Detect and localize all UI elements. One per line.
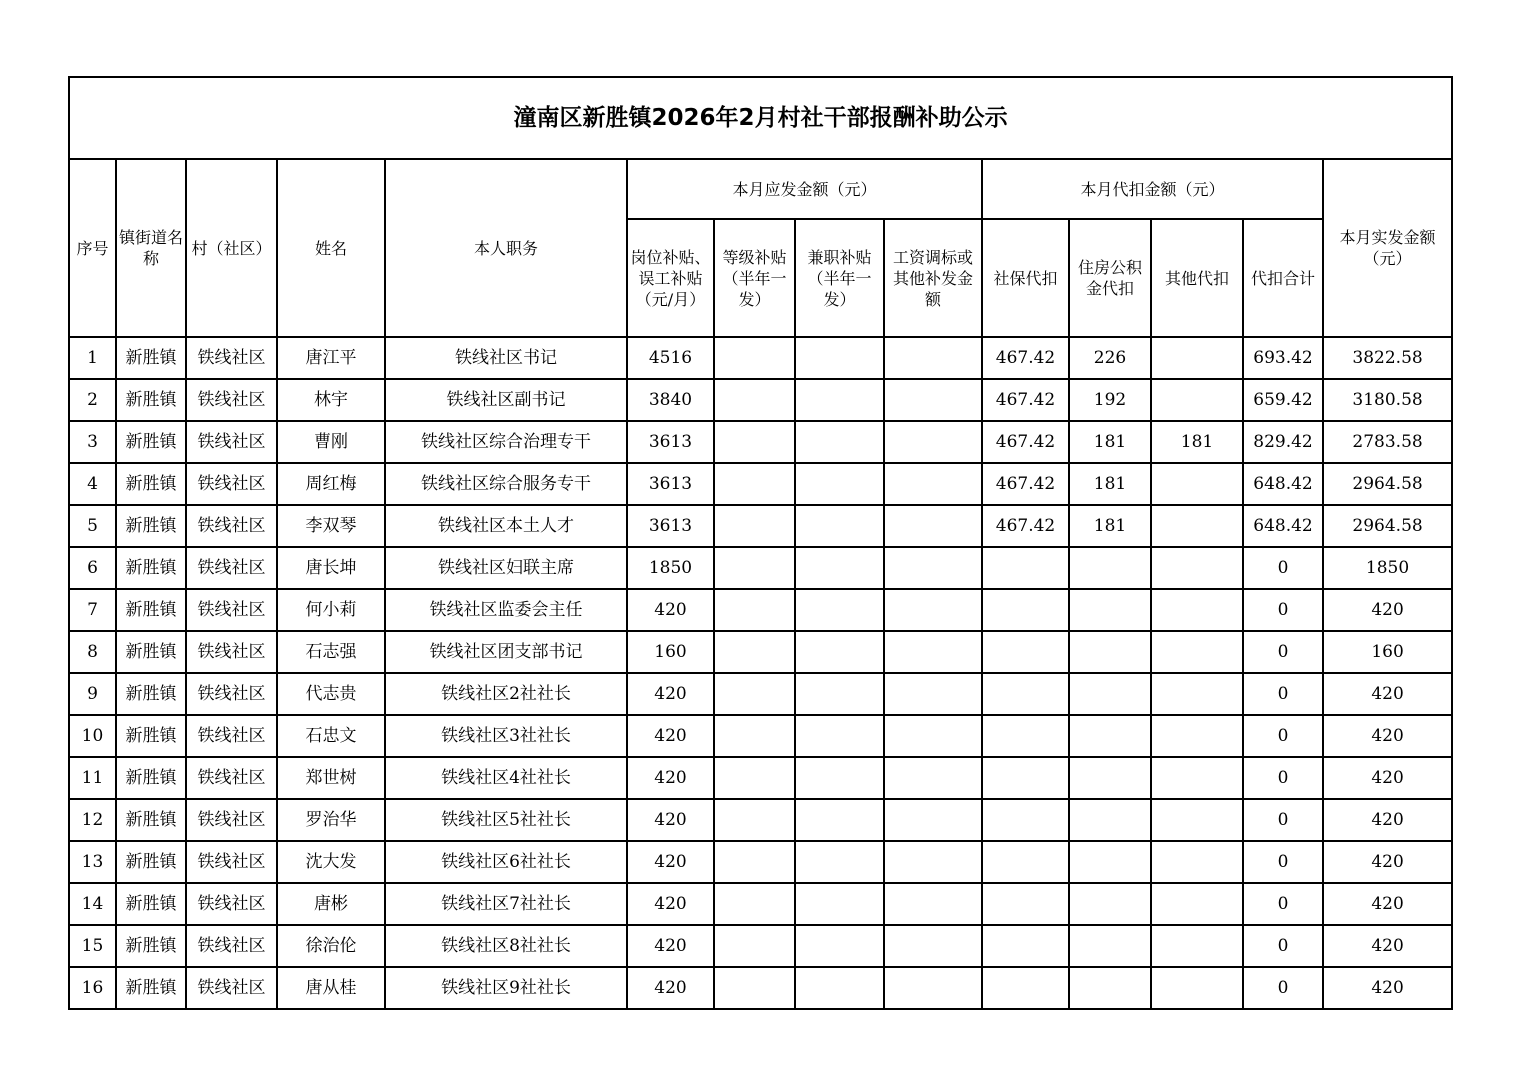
- cell-post-allowance: 420: [627, 799, 714, 841]
- header-post-allowance: 岗位补贴、误工补贴（元/月）: [627, 219, 714, 337]
- cell-other-deduct: [1151, 883, 1243, 925]
- header-village: 村（社区）: [186, 159, 277, 337]
- cell-parttime-allowance: [795, 883, 884, 925]
- cell-post-allowance: 420: [627, 925, 714, 967]
- cell-net: 420: [1323, 925, 1452, 967]
- cell-social-insurance: [982, 589, 1069, 631]
- table-row: [69, 589, 1452, 631]
- cell-parttime-allowance: [795, 631, 884, 673]
- cell-deduct-total: 0: [1243, 757, 1323, 799]
- cell-seq: 9: [69, 673, 116, 715]
- cell-parttime-allowance: [795, 337, 884, 379]
- cell-post-allowance: 420: [627, 715, 714, 757]
- cell-social-insurance: [982, 841, 1069, 883]
- cell-social-insurance: 467.42: [982, 421, 1069, 463]
- cell-social-insurance: [982, 799, 1069, 841]
- cell-seq: 7: [69, 589, 116, 631]
- cell-town: 新胜镇: [116, 799, 186, 841]
- cell-village: 铁线社区: [186, 547, 277, 589]
- cell-net: 420: [1323, 673, 1452, 715]
- header-deduct-group: 本月代扣金额（元）: [982, 159, 1323, 219]
- cell-grade-allowance: [714, 841, 795, 883]
- cell-housing-fund: [1069, 673, 1151, 715]
- cell-seq: 3: [69, 421, 116, 463]
- cell-deduct-total: 0: [1243, 967, 1323, 1009]
- cell-deduct-total: 648.42: [1243, 463, 1323, 505]
- cell-other-deduct: [1151, 463, 1243, 505]
- cell-grade-allowance: [714, 925, 795, 967]
- cell-village: 铁线社区: [186, 925, 277, 967]
- cell-post-allowance: 3613: [627, 463, 714, 505]
- cell-position: 铁线社区6社社长: [385, 841, 627, 883]
- cell-net: 420: [1323, 715, 1452, 757]
- cell-name: 石忠文: [277, 715, 385, 757]
- cell-name: 唐彬: [277, 883, 385, 925]
- cell-name: 唐从桂: [277, 967, 385, 1009]
- cell-other-deduct: [1151, 757, 1243, 799]
- cell-name: 何小莉: [277, 589, 385, 631]
- cell-deduct-total: 0: [1243, 883, 1323, 925]
- cell-parttime-allowance: [795, 505, 884, 547]
- cell-parttime-allowance: [795, 715, 884, 757]
- cell-position: 铁线社区3社社长: [385, 715, 627, 757]
- cell-deduct-total: 693.42: [1243, 337, 1323, 379]
- cell-name: 曹刚: [277, 421, 385, 463]
- table-row: [69, 337, 1452, 379]
- cell-grade-allowance: [714, 379, 795, 421]
- cell-housing-fund: 181: [1069, 421, 1151, 463]
- header-housing-fund: 住房公积金代扣: [1069, 219, 1151, 337]
- cell-grade-allowance: [714, 421, 795, 463]
- table-row: [69, 967, 1452, 1009]
- cell-deduct-total: 0: [1243, 631, 1323, 673]
- cell-post-allowance: 3613: [627, 421, 714, 463]
- cell-position: 铁线社区8社社长: [385, 925, 627, 967]
- cell-town: 新胜镇: [116, 337, 186, 379]
- cell-village: 铁线社区: [186, 463, 277, 505]
- cell-other-deduct: [1151, 799, 1243, 841]
- cell-post-allowance: 160: [627, 631, 714, 673]
- cell-deduct-total: 0: [1243, 841, 1323, 883]
- header-net: 本月实发金额（元）: [1323, 159, 1452, 337]
- cell-position: 铁线社区9社社长: [385, 967, 627, 1009]
- cell-other-deduct: [1151, 379, 1243, 421]
- cell-social-insurance: [982, 673, 1069, 715]
- cell-housing-fund: [1069, 757, 1151, 799]
- cell-position: 铁线社区妇联主席: [385, 547, 627, 589]
- cell-post-allowance: 420: [627, 967, 714, 1009]
- cell-wage-adjust: [884, 379, 982, 421]
- cell-grade-allowance: [714, 589, 795, 631]
- cell-social-insurance: 467.42: [982, 505, 1069, 547]
- cell-town: 新胜镇: [116, 547, 186, 589]
- table-row: [69, 799, 1452, 841]
- cell-post-allowance: 3613: [627, 505, 714, 547]
- table-row: [69, 673, 1452, 715]
- cell-town: 新胜镇: [116, 379, 186, 421]
- cell-grade-allowance: [714, 799, 795, 841]
- cell-seq: 11: [69, 757, 116, 799]
- cell-name: 徐治伦: [277, 925, 385, 967]
- cell-village: 铁线社区: [186, 799, 277, 841]
- header-seq: 序号: [69, 159, 116, 337]
- cell-deduct-total: 829.42: [1243, 421, 1323, 463]
- cell-net: 160: [1323, 631, 1452, 673]
- cell-name: 沈大发: [277, 841, 385, 883]
- cell-town: 新胜镇: [116, 967, 186, 1009]
- cell-housing-fund: [1069, 547, 1151, 589]
- cell-village: 铁线社区: [186, 505, 277, 547]
- table-row: [69, 715, 1452, 757]
- cell-position: 铁线社区7社社长: [385, 883, 627, 925]
- cell-position: 铁线社区副书记: [385, 379, 627, 421]
- cell-housing-fund: 192: [1069, 379, 1151, 421]
- cell-other-deduct: [1151, 841, 1243, 883]
- cell-grade-allowance: [714, 631, 795, 673]
- cell-wage-adjust: [884, 673, 982, 715]
- cell-village: 铁线社区: [186, 841, 277, 883]
- header-payable-group: 本月应发金额（元）: [627, 159, 982, 219]
- cell-housing-fund: [1069, 883, 1151, 925]
- cell-village: 铁线社区: [186, 379, 277, 421]
- cell-deduct-total: 0: [1243, 799, 1323, 841]
- cell-seq: 5: [69, 505, 116, 547]
- cell-social-insurance: [982, 547, 1069, 589]
- cell-name: 石志强: [277, 631, 385, 673]
- cell-other-deduct: [1151, 547, 1243, 589]
- cell-net: 2783.58: [1323, 421, 1452, 463]
- cell-net: 420: [1323, 799, 1452, 841]
- table-row: [69, 505, 1452, 547]
- cell-seq: 1: [69, 337, 116, 379]
- cell-deduct-total: 648.42: [1243, 505, 1323, 547]
- cell-name: 周红梅: [277, 463, 385, 505]
- cell-net: 420: [1323, 883, 1452, 925]
- cell-seq: 8: [69, 631, 116, 673]
- cell-net: 3180.58: [1323, 379, 1452, 421]
- cell-name: 唐江平: [277, 337, 385, 379]
- cell-wage-adjust: [884, 799, 982, 841]
- cell-social-insurance: 467.42: [982, 379, 1069, 421]
- table-row: [69, 463, 1452, 505]
- cell-town: 新胜镇: [116, 841, 186, 883]
- cell-parttime-allowance: [795, 757, 884, 799]
- table-row: [69, 757, 1452, 799]
- cell-net: 3822.58: [1323, 337, 1452, 379]
- cell-parttime-allowance: [795, 673, 884, 715]
- cell-net: 420: [1323, 967, 1452, 1009]
- cell-housing-fund: [1069, 799, 1151, 841]
- cell-village: 铁线社区: [186, 757, 277, 799]
- cell-wage-adjust: [884, 925, 982, 967]
- header-grade-allowance: 等级补贴（半年一发）: [714, 219, 795, 337]
- cell-parttime-allowance: [795, 589, 884, 631]
- payroll-table: [68, 76, 1453, 1010]
- cell-position: 铁线社区书记: [385, 337, 627, 379]
- cell-other-deduct: [1151, 631, 1243, 673]
- header-deduct-total: 代扣合计: [1243, 219, 1323, 337]
- cell-net: 420: [1323, 589, 1452, 631]
- cell-post-allowance: 3840: [627, 379, 714, 421]
- cell-town: 新胜镇: [116, 673, 186, 715]
- cell-wage-adjust: [884, 463, 982, 505]
- cell-name: 郑世树: [277, 757, 385, 799]
- cell-housing-fund: [1069, 841, 1151, 883]
- cell-seq: 15: [69, 925, 116, 967]
- cell-other-deduct: [1151, 925, 1243, 967]
- cell-post-allowance: 420: [627, 841, 714, 883]
- cell-village: 铁线社区: [186, 631, 277, 673]
- cell-other-deduct: [1151, 673, 1243, 715]
- cell-name: 李双琴: [277, 505, 385, 547]
- cell-social-insurance: [982, 757, 1069, 799]
- header-position: 本人职务: [385, 159, 627, 337]
- cell-village: 铁线社区: [186, 421, 277, 463]
- cell-seq: 10: [69, 715, 116, 757]
- spreadsheet-page: [68, 76, 1451, 1010]
- cell-other-deduct: [1151, 715, 1243, 757]
- cell-social-insurance: 467.42: [982, 463, 1069, 505]
- cell-name: 唐长坤: [277, 547, 385, 589]
- cell-wage-adjust: [884, 631, 982, 673]
- header-other-deduct: 其他代扣: [1151, 219, 1243, 337]
- cell-seq: 16: [69, 967, 116, 1009]
- header-wage-adjust: 工资调标或其他补发金额: [884, 219, 982, 337]
- page-title: 潼南区新胜镇2026年2月村社干部报酬补助公示: [69, 77, 1452, 159]
- cell-other-deduct: 181: [1151, 421, 1243, 463]
- cell-town: 新胜镇: [116, 589, 186, 631]
- cell-wage-adjust: [884, 337, 982, 379]
- cell-village: 铁线社区: [186, 673, 277, 715]
- cell-other-deduct: [1151, 505, 1243, 547]
- cell-net: 420: [1323, 757, 1452, 799]
- cell-village: 铁线社区: [186, 337, 277, 379]
- table-row: [69, 379, 1452, 421]
- table-row: [69, 925, 1452, 967]
- cell-parttime-allowance: [795, 379, 884, 421]
- cell-deduct-total: 659.42: [1243, 379, 1323, 421]
- cell-seq: 4: [69, 463, 116, 505]
- cell-social-insurance: [982, 631, 1069, 673]
- cell-village: 铁线社区: [186, 589, 277, 631]
- cell-town: 新胜镇: [116, 925, 186, 967]
- header-town: 镇街道名称: [116, 159, 186, 337]
- cell-grade-allowance: [714, 757, 795, 799]
- cell-social-insurance: 467.42: [982, 337, 1069, 379]
- cell-net: 420: [1323, 841, 1452, 883]
- header-name: 姓名: [277, 159, 385, 337]
- cell-housing-fund: 181: [1069, 463, 1151, 505]
- cell-wage-adjust: [884, 967, 982, 1009]
- cell-post-allowance: 420: [627, 757, 714, 799]
- cell-parttime-allowance: [795, 841, 884, 883]
- cell-grade-allowance: [714, 715, 795, 757]
- cell-post-allowance: 1850: [627, 547, 714, 589]
- cell-seq: 6: [69, 547, 116, 589]
- cell-wage-adjust: [884, 547, 982, 589]
- cell-post-allowance: 4516: [627, 337, 714, 379]
- header-parttime-allowance: 兼职补贴（半年一发）: [795, 219, 884, 337]
- cell-net: 1850: [1323, 547, 1452, 589]
- cell-post-allowance: 420: [627, 589, 714, 631]
- cell-net: 2964.58: [1323, 463, 1452, 505]
- cell-seq: 14: [69, 883, 116, 925]
- cell-wage-adjust: [884, 589, 982, 631]
- cell-seq: 2: [69, 379, 116, 421]
- cell-deduct-total: 0: [1243, 547, 1323, 589]
- cell-housing-fund: [1069, 925, 1151, 967]
- cell-village: 铁线社区: [186, 715, 277, 757]
- cell-housing-fund: 226: [1069, 337, 1151, 379]
- cell-town: 新胜镇: [116, 421, 186, 463]
- cell-town: 新胜镇: [116, 883, 186, 925]
- cell-grade-allowance: [714, 967, 795, 1009]
- table-row: [69, 547, 1452, 589]
- cell-deduct-total: 0: [1243, 925, 1323, 967]
- cell-position: 铁线社区团支部书记: [385, 631, 627, 673]
- cell-position: 铁线社区本土人才: [385, 505, 627, 547]
- cell-post-allowance: 420: [627, 673, 714, 715]
- cell-position: 铁线社区2社社长: [385, 673, 627, 715]
- cell-wage-adjust: [884, 883, 982, 925]
- cell-parttime-allowance: [795, 463, 884, 505]
- table-row: [69, 841, 1452, 883]
- cell-wage-adjust: [884, 421, 982, 463]
- cell-wage-adjust: [884, 757, 982, 799]
- cell-seq: 13: [69, 841, 116, 883]
- cell-wage-adjust: [884, 841, 982, 883]
- cell-seq: 12: [69, 799, 116, 841]
- cell-position: 铁线社区综合服务专干: [385, 463, 627, 505]
- cell-other-deduct: [1151, 967, 1243, 1009]
- header-social-insurance: 社保代扣: [982, 219, 1069, 337]
- table-row: [69, 421, 1452, 463]
- cell-deduct-total: 0: [1243, 673, 1323, 715]
- cell-post-allowance: 420: [627, 883, 714, 925]
- cell-parttime-allowance: [795, 967, 884, 1009]
- cell-other-deduct: [1151, 337, 1243, 379]
- cell-town: 新胜镇: [116, 463, 186, 505]
- cell-housing-fund: 181: [1069, 505, 1151, 547]
- cell-housing-fund: [1069, 631, 1151, 673]
- cell-town: 新胜镇: [116, 631, 186, 673]
- cell-social-insurance: [982, 967, 1069, 1009]
- table-row: [69, 631, 1452, 673]
- cell-wage-adjust: [884, 505, 982, 547]
- cell-position: 铁线社区监委会主任: [385, 589, 627, 631]
- cell-net: 2964.58: [1323, 505, 1452, 547]
- cell-grade-allowance: [714, 505, 795, 547]
- cell-housing-fund: [1069, 589, 1151, 631]
- cell-grade-allowance: [714, 463, 795, 505]
- cell-village: 铁线社区: [186, 883, 277, 925]
- cell-social-insurance: [982, 925, 1069, 967]
- cell-name: 代志贵: [277, 673, 385, 715]
- cell-parttime-allowance: [795, 547, 884, 589]
- cell-grade-allowance: [714, 883, 795, 925]
- cell-housing-fund: [1069, 967, 1151, 1009]
- cell-social-insurance: [982, 883, 1069, 925]
- cell-position: 铁线社区综合治理专干: [385, 421, 627, 463]
- cell-deduct-total: 0: [1243, 589, 1323, 631]
- cell-grade-allowance: [714, 547, 795, 589]
- cell-town: 新胜镇: [116, 505, 186, 547]
- cell-housing-fund: [1069, 715, 1151, 757]
- cell-village: 铁线社区: [186, 967, 277, 1009]
- table-row: [69, 883, 1452, 925]
- cell-deduct-total: 0: [1243, 715, 1323, 757]
- cell-other-deduct: [1151, 589, 1243, 631]
- cell-social-insurance: [982, 715, 1069, 757]
- cell-name: 罗治华: [277, 799, 385, 841]
- cell-position: 铁线社区4社社长: [385, 757, 627, 799]
- cell-grade-allowance: [714, 337, 795, 379]
- cell-grade-allowance: [714, 673, 795, 715]
- cell-position: 铁线社区5社社长: [385, 799, 627, 841]
- cell-town: 新胜镇: [116, 715, 186, 757]
- cell-parttime-allowance: [795, 925, 884, 967]
- cell-parttime-allowance: [795, 421, 884, 463]
- cell-parttime-allowance: [795, 799, 884, 841]
- cell-town: 新胜镇: [116, 757, 186, 799]
- cell-wage-adjust: [884, 715, 982, 757]
- cell-name: 林宇: [277, 379, 385, 421]
